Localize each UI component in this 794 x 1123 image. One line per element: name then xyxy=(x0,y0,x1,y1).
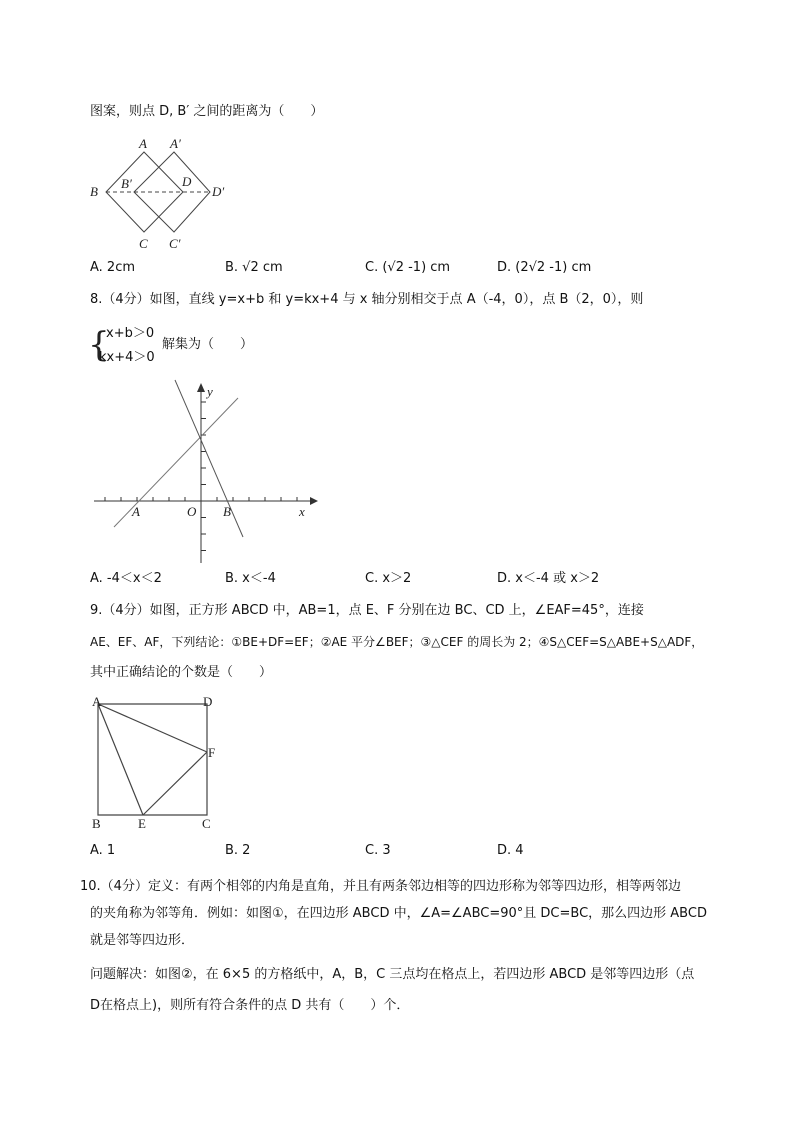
q8-inequality-1: x+b＞0 xyxy=(106,326,155,341)
q9-option-c[interactable]: C. 3 xyxy=(365,843,391,858)
label-b-prime: B′ xyxy=(121,176,132,191)
label-c-prime: C′ xyxy=(169,236,181,251)
q10-stem-line-4: 问题解决：如图②，在 6×5 的方格纸中，A，B，C 三点均在格点上，若四边形 ABCD 是邻等四边形（点 xyxy=(90,967,695,982)
q10-stem-line-5: D在格点上)，则所有符合条件的点 D 共有（ ）个． xyxy=(90,998,410,1013)
q9-option-b[interactable]: B. 2 xyxy=(225,843,251,858)
label-a-prime: A′ xyxy=(170,136,181,151)
q8-option-a[interactable]: A. -4＜x＜2 xyxy=(90,571,162,586)
q8-inequality-2: kx+4＞0 xyxy=(99,350,155,365)
label-o: O xyxy=(187,504,197,519)
square-abcd xyxy=(98,704,207,815)
q8-option-b[interactable]: B. x＜-4 xyxy=(225,571,276,586)
q8-option-c[interactable]: C. x＞2 xyxy=(365,571,412,586)
q10-stem-line-3: 就是邻等四边形． xyxy=(90,933,195,948)
q8-stem: 8.（4分）如图，直线 y=x+b 和 y=kx+4 与 x 轴分别相交于点 A（-4，0），点 B（2，0），则 xyxy=(90,292,644,307)
q9-stem-line-3: 其中正确结论的个数是（ ） xyxy=(90,665,273,680)
label-d-prime: D′ xyxy=(212,184,225,199)
q7-stem-tail: 图案，则点 D, B′ 之间的距离为（ ） xyxy=(90,104,324,119)
q9-stem-line-1: 9.（4分）如图，正方形 ABCD 中，AB=1，点 E、F 分别在边 BC、CD 上，∠EAF=45°，连接 xyxy=(90,603,644,618)
label-a: A xyxy=(132,504,140,519)
label-a: A xyxy=(139,136,147,151)
q9-option-d[interactable]: D. 4 xyxy=(497,843,524,858)
q7-option-c[interactable]: C. (√2 -1) cm xyxy=(365,260,451,275)
q7-option-a[interactable]: A. 2cm xyxy=(90,260,136,275)
q9-option-a[interactable]: A. 1 xyxy=(90,843,116,858)
label-d: D xyxy=(182,174,192,189)
q8-option-d[interactable]: D. x＜-4 或 x＞2 xyxy=(497,571,600,586)
label-a: A xyxy=(92,694,102,709)
q10-stem-line-1: 10.（4分）定义：有两个相邻的内角是直角，并且有两条邻边相等的四边形称为邻等四边形，相等两邻边 xyxy=(80,879,681,894)
segment-ef xyxy=(143,752,207,815)
label-f: F xyxy=(208,745,216,760)
label-e: E xyxy=(138,816,146,831)
label-c: C xyxy=(202,816,211,831)
label-b: B xyxy=(92,816,101,831)
label-y: y xyxy=(207,384,213,399)
label-b: B xyxy=(90,184,98,199)
system-brace: { xyxy=(88,325,110,365)
label-x: x xyxy=(299,504,305,519)
q10-stem-line-2: 的夹角称为邻等角．例如：如图①，在四边形 ABCD 中，∠A=∠ABC=90°且 DC=BC，那么四边形 ABCD xyxy=(90,906,707,921)
label-c: C xyxy=(139,236,148,251)
q8-system-tail: 解集为（ ） xyxy=(162,337,254,352)
label-b: B xyxy=(223,504,231,519)
q9-stem-line-2: AE、EF、AF，下列结论：①BE+DF=EF；②AE 平分∠BEF；③△CEF 的周长为 2；④S△CEF=S△ABE+S△ADF， xyxy=(90,635,704,649)
q7-option-d[interactable]: D. (2√2 -1) cm xyxy=(497,260,592,275)
q7-option-b[interactable]: B. √2 cm xyxy=(225,260,283,275)
label-d: D xyxy=(203,694,213,709)
